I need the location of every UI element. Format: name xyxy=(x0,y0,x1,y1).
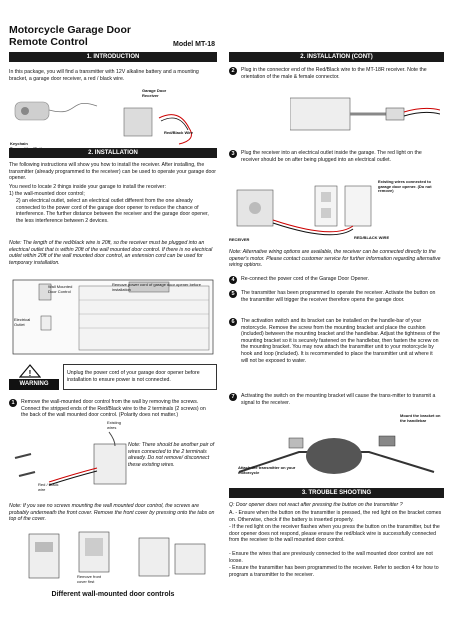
trouble-answer-3: - Ensure the wires that are previously connected to the wall mounted door control are not loose. xyxy=(229,551,433,564)
label-existing-wires-opener: Existing wires connected to garage door opener. (Do not remove) xyxy=(378,179,432,194)
step-number-4: 4 xyxy=(229,276,237,284)
step-number-7: 7 xyxy=(229,393,237,401)
door-control-a-shape xyxy=(29,534,59,578)
step-5 xyxy=(229,290,444,303)
label-remove-cord: Remove power cord of garage door opener before installation xyxy=(112,282,201,292)
warning-triangle-icon xyxy=(19,364,41,378)
step-number-2: 2 xyxy=(229,67,237,75)
model-number: Model MT-18 xyxy=(173,41,216,48)
note-no-screws: Note: If you see no screws mounting the wall mounted door control, the screws are probably underneath the front cover. Remove the front cover by pressing onto the tabs on top of the cover. xyxy=(9,503,215,523)
step-number-6: 6 xyxy=(229,318,237,326)
label-receiver: Garage Door Receiver xyxy=(142,88,167,98)
step-number-3: 3 xyxy=(229,150,237,158)
product-figure xyxy=(9,88,217,150)
label-remove-front-cover: Remove front cover first xyxy=(77,574,102,584)
label-attach-transmitter: Attach the transmitter on your motorcycle xyxy=(238,465,296,475)
step-4 xyxy=(229,276,444,284)
garage-door-shape xyxy=(79,286,209,350)
step-1 xyxy=(9,399,217,419)
keychain-transmitter-shape xyxy=(15,102,49,120)
label-wire: Red/Black Wire xyxy=(164,130,194,135)
install-note: Note: The length of the red/black wire is 20ft, so the receiver must be plugged into an electrical outlet that is within 20ft of the wall mounted door control. If there is no electrical outlet within 20ft of the wall mounted door control, an extension cord can be used for temporary installation. xyxy=(9,240,213,266)
step-7-text: Activating the switch on the mounting bracket will cause the trans-mitter to transmit a signal to the receiver. xyxy=(241,393,436,406)
trouble-answer-4: - Ensure the transmitter has been programmed to the receiver. Refer to section 4 for how to program a transmitter to the receiver. xyxy=(229,565,439,578)
step-5-text: The transmitter has been programmed to operate the receiver. Activate the button on the transmitter will trigger the receiver therefore opens the garage door. xyxy=(241,290,436,303)
receiver-connector-shape xyxy=(290,98,350,130)
screw-shape xyxy=(15,454,31,458)
section-heading-installation-cont: 2. INSTALLATION (CONT) xyxy=(229,52,444,62)
step-3 xyxy=(229,150,444,163)
step-1-text: Remove the wall-mounted door control from the wall by removing the screws. Connect the stripped ends of the Red/Black wire to the 2 terminals (2 screws) on the back of the wall mounted door control. (Polarity does not matter.) xyxy=(21,399,206,419)
step-6-text: The activation switch and its bracket can be installed on the handle-bar of your motorcycle. Remove the screw from the mounting bracket and place the cushion (included) between the mounting bracket and the handlebar. Adjust the tightness of the mounting bracket so it is securely fastened on the handlebar, then fasten the screw on the mounting bracket. You may now attach the transmitter unit to your motorcycle by hook and loop (included). It is recommended to place the transmitter unit at where it will not be exposed to water. xyxy=(241,318,440,364)
connector-illustration xyxy=(290,88,440,136)
step-number-1: 1 xyxy=(9,399,17,407)
title-line-1: Motorcycle Garage Door xyxy=(9,24,131,36)
door-controls-caption: Different wall-mounted door controls xyxy=(51,591,175,598)
note-alternative-wiring: Note: Alternative wiring options are available, the receiver can be connected directly to the opener's motor. Please contact customer service for further information regarding alternative wiring options. xyxy=(229,249,441,269)
section-heading-installation: 2. INSTALLATION xyxy=(9,148,217,158)
trouble-answer-2: - If the red light on the receiver flashes when you press the button on the transmitter, but the door opener does not respond, please ensure the red/black wire is successfully connected from the receiver to the wall mounted door control. xyxy=(229,524,440,544)
door-control-c-shape xyxy=(139,538,169,576)
label-wall-control: Wall Mounted Door Control xyxy=(48,284,73,294)
step-3-text: Plug the receiver into an electrical outlet inside the garage. The red light on the receiver should be on after being plugged into an electrical outlet. xyxy=(241,150,422,163)
warning-label: WARNING xyxy=(9,379,59,390)
label-existing-wires: Existing wires xyxy=(107,420,122,430)
section-heading-introduction: 1. INTRODUCTION xyxy=(9,52,217,62)
step-2-text: Plug in the connector end of the Red/Black wire to the MT-18R receiver. Note the orientation of the male & female connector. xyxy=(241,67,427,80)
title-line-2: Remote Control xyxy=(9,36,88,48)
receiver-box-shape xyxy=(124,108,152,136)
note-existing-wires: Note: There should be another pair of wires connected to the 2 terminals already. Do not remove/ disconnect these existing wires. xyxy=(128,442,215,468)
outlet-shape xyxy=(41,316,51,330)
svg-text:!: ! xyxy=(28,369,32,378)
warning-box xyxy=(9,364,217,390)
section-heading-trouble-shooting: 3. TROUBLE SHOOTING xyxy=(229,488,444,498)
install-paragraph-2: You need to locate 2 things inside your garage to install the receiver: xyxy=(9,184,166,190)
step-6 xyxy=(229,318,444,364)
step-2 xyxy=(229,67,444,80)
antenna-wire-shape xyxy=(49,103,97,111)
label-outlet: Electrical Outlet xyxy=(14,317,31,327)
trouble-answer-1: A. - Ensure when the button on the transmitter is pressed, the red light on the bracket comes on. Otherwise, check if the battery is inserted properly. xyxy=(229,510,442,523)
transmitter-shape xyxy=(289,438,303,448)
label-mount-bracket: Mount the bracket on the handlebar xyxy=(400,413,441,423)
label-keychain: Keychain xyxy=(10,141,28,146)
label-receiver-unit: RECEIVER xyxy=(229,237,250,242)
trouble-question: Q: Door opener does not react after pressing the button on the transmitter ? xyxy=(229,502,403,508)
install-paragraph-1: The following instructions will show you how to install the receiver. After installing, the transmitter (already programmed to the receiver) can be used to operate your garage door opener. xyxy=(9,162,217,182)
door-control-back-shape xyxy=(94,444,126,484)
step-7 xyxy=(229,393,444,406)
wall-control-shape xyxy=(345,186,371,226)
door-control-d-shape xyxy=(175,544,205,574)
intro-text: In this package, you will find a transmitter with 12V alkaline battery and a mounting bracket, a garage door receiver, a red / black wire. xyxy=(9,69,199,82)
warning-text: Unplug the power cord of your garage door opener before installation to ensure power is not connected. xyxy=(63,364,217,390)
bracket-shape xyxy=(379,436,395,446)
label-red-black-wire: Red / Black wire xyxy=(38,482,59,492)
door-controls-illustration xyxy=(9,530,217,584)
install-item-1: 1) the wall-mounted door control; xyxy=(9,191,85,197)
install-item-2: 2) an electrical outlet, select an electrical outlet different from the one already connected to the power cord of the garage door opener to reduce the chance of interference. The further distance between the receiver and the garage door opener, the less interference between 2 devices. xyxy=(16,198,209,224)
label-red-black-wire-right: RED/BLACK WIRE xyxy=(354,235,390,240)
step-number-5: 5 xyxy=(229,290,237,298)
step-4-text: Re-connect the power cord of the Garage Door Opener. xyxy=(241,276,370,282)
plug-connector-shape xyxy=(386,108,404,120)
motorcycle-body-shape xyxy=(306,438,362,474)
